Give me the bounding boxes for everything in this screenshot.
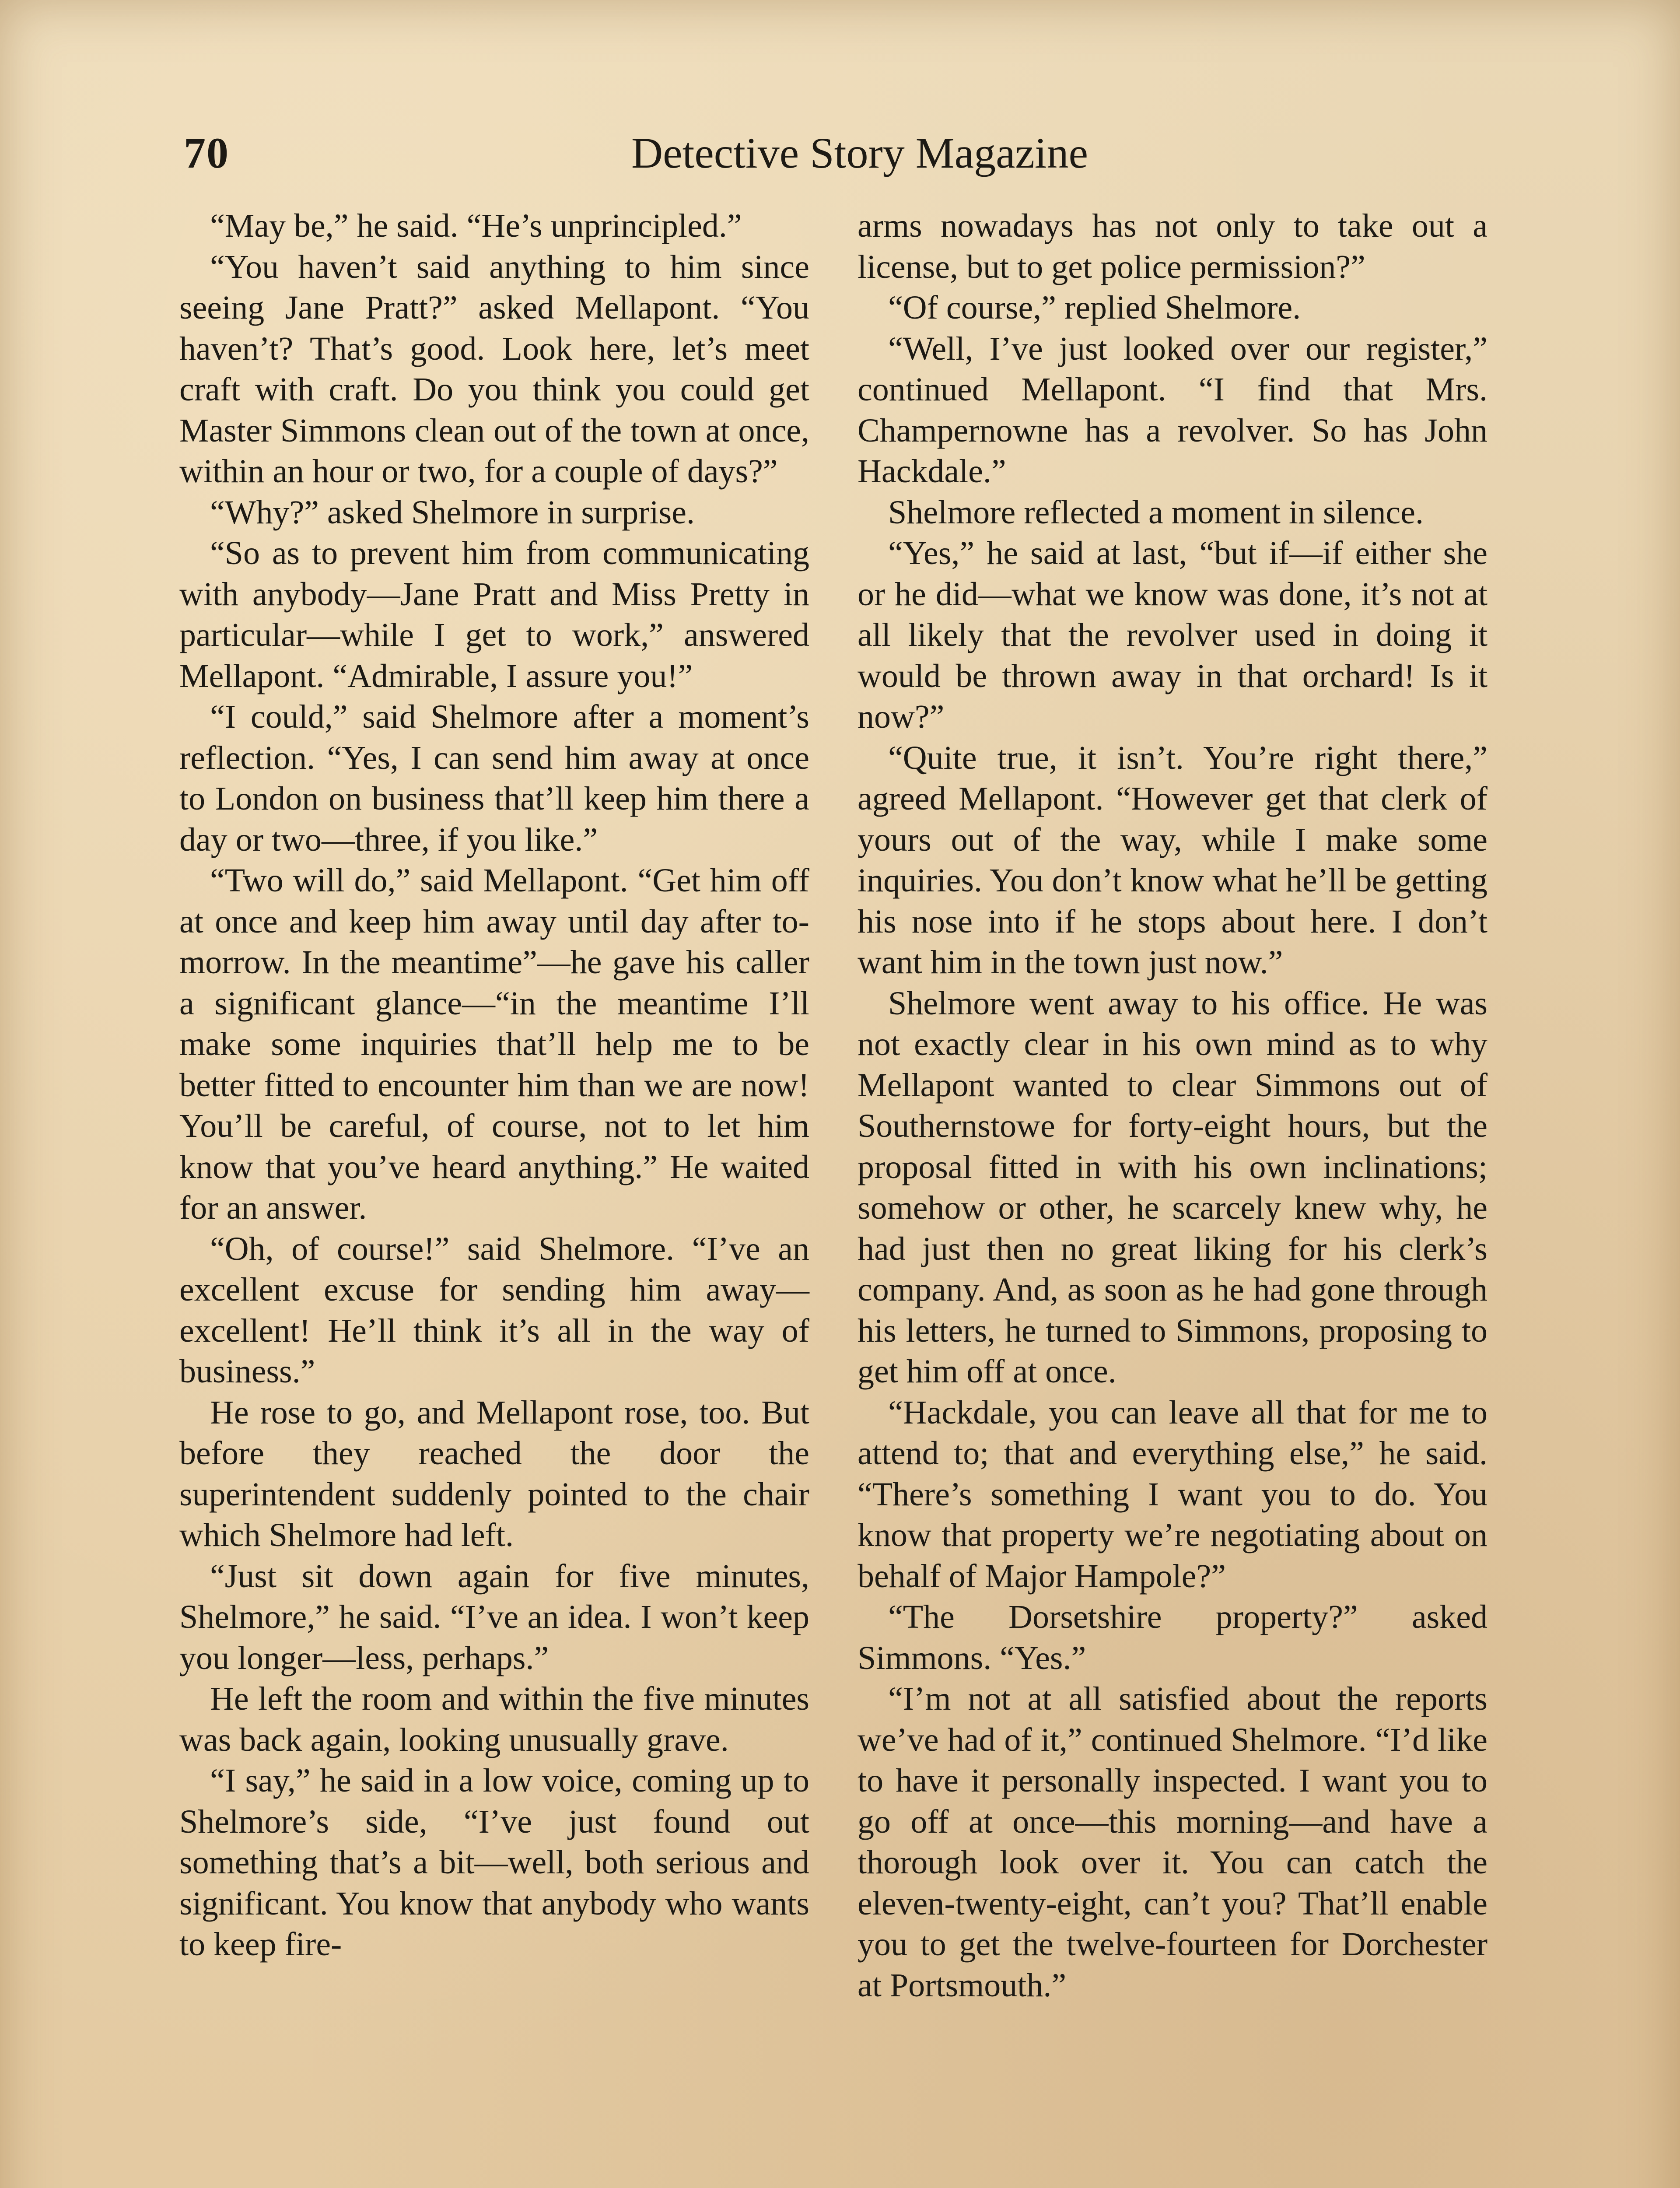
running-title: Detective Story Magazine	[631, 129, 1088, 177]
paragraph: “You haven’t said anything to him since seeing Jane Pratt?” asked Mellapont. “You haven’t? That’s good. Look here, let’s meet craft with craft. Do you think you could get Master Simmons clean out of the town at once, within an hour or two, for a couple of days?”	[179, 248, 809, 490]
paragraph: “Well, I’ve just looked over our register,” continued Mellapont. “I find that Mrs. Champernowne has a revolver. So has John Hackdale.”	[858, 330, 1488, 490]
paragraph: “I’m not at all satisfied about the reports we’ve had of it,” continued Shelmore. “I’d like to have it personally inspected. I want you to go off at once—this morning—and have a thorough look over it. You can catch the eleven-twenty-eight, can’t you? That’ll enable you to get the twelve-fourteen for Dorchester at Portsmouth.”	[858, 1680, 1488, 2004]
paragraph-continued: arms nowadays has not only to take out a license, but to get police permission?”	[858, 207, 1488, 285]
paragraph: “I could,” said Shelmore after a moment’s reflection. “Yes, I can send him away at once to London on business that’ll keep him there a day or two—three, if you like.”	[179, 698, 809, 858]
paragraph: “The Dorsetshire property?” asked Simmons. “Yes.”	[858, 1599, 1488, 1676]
left-column	[179, 206, 809, 1965]
paragraph: “Oh, of course!” said Shelmore. “I’ve an excellent excuse for sending him away—excellent! He’ll think it’s all in the way of business.”	[179, 1230, 809, 1390]
paragraph: Shelmore reflected a moment in silence.	[888, 494, 1424, 531]
paragraph: “Yes,” he said at last, “but if—if either she or he did—what we know was done, it’s not at all likely that the revolver used in doing it would be thrown away in that orchard! Is it now?”	[858, 535, 1488, 735]
paragraph: “Hackdale, you can leave all that for me to attend to; that and everything else,” he said. “There’s something I want you to do. You know that property we’re negotiating about on behalf of Major Hampole?”	[858, 1394, 1488, 1595]
paragraph: “May be,” he said. “He’s unprincipled.”	[210, 207, 742, 244]
paragraph: “Two will do,” said Mellapont. “Get him off at once and keep him away until day after to-morrow. In the meantime”—he gave his caller a significant glance—“in the meantime I’ll make some inquiries that’ll help me to be better fitted to encounter him than we are now! You’ll be careful, of course, not to let him know that you’ve heard anything.” He waited for an answer.	[179, 862, 809, 1226]
paragraph: “Quite true, it isn’t. You’re right there,” agreed Mellapont. “However get that clerk of yours out of the way, while I make some inquiries. You don’t know what he’ll be getting his nose into if he stops about here. I don’t want him in the town just now.”	[858, 739, 1488, 981]
page-number: 70	[184, 129, 229, 177]
paragraph: “I say,” he said in a low voice, coming up to Shelmore’s side, “I’ve just found out something that’s a bit—well, both serious and significant. You know that anybody who wants to keep fire-	[179, 1762, 809, 1963]
paragraph: He rose to go, and Mellapont rose, too. But before they reached the door the superintendent suddenly pointed to the chair which Shelmore had left.	[179, 1394, 809, 1553]
page-header	[184, 123, 1509, 184]
paragraph: “Of course,” replied Shelmore.	[888, 289, 1301, 326]
paragraph: “So as to prevent him from communicating with anybody—Jane Pratt and Miss Pretty in particular—while I get to work,” answered Mellapont. “Admirable, I assure you!”	[179, 535, 809, 694]
paragraph: “Just sit down again for five minutes, Shelmore,” he said. “I’ve an idea. I won’t keep you longer—less, perhaps.”	[179, 1557, 809, 1676]
paragraph: “Why?” asked Shelmore in surprise.	[210, 494, 695, 531]
paragraph: He left the room and within the five minutes was back again, looking unusually grave.	[179, 1680, 809, 1758]
paragraph: Shelmore went away to his office. He was not exactly clear in his own mind as to why Mellapont wanted to clear Simmons out of Southernstowe for forty-eight hours, but the proposal fitted in with his own inclinations; somehow or other, he scarcely knew why, he had just then no great liking for his clerk’s company. And, as soon as he had gone through his letters, he turned to Simmons, proposing to get him off at once.	[858, 985, 1488, 1390]
right-column	[858, 206, 1488, 2006]
